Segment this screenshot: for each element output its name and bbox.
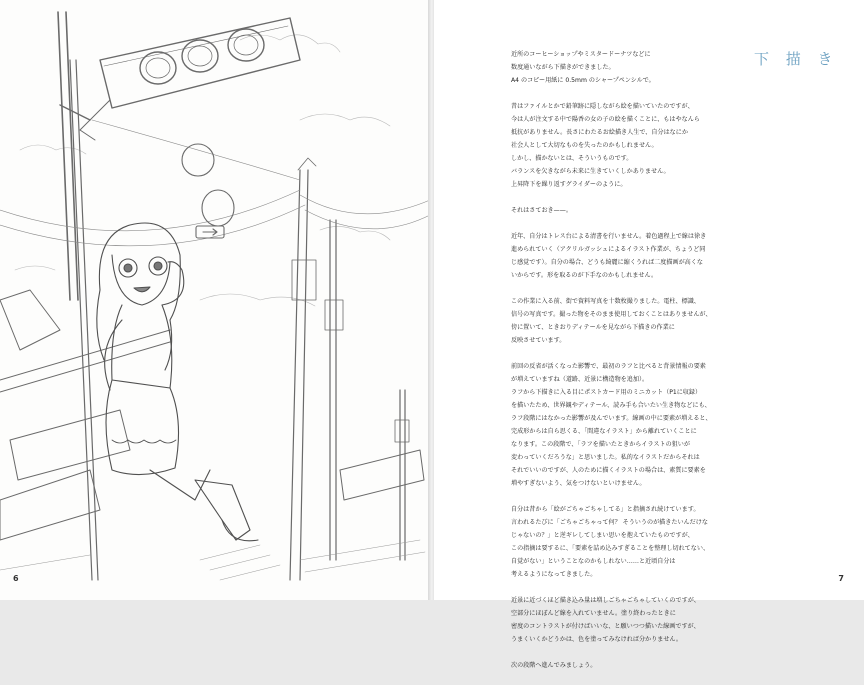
paragraph: 昔はファイルとかで鉛筆跡に隠しながら絵を描いていたのですが、 今は人が注文する中で陽香の女の子の絵を描くことに、もはやなんら 抵抗がありません。長さにわたるお絵描き人生で、自分はなにか 社会人として大切なものを失ったのかもしれません。 しかし、描かないとは、そういうものです。 バランスを欠きながら未来に生きていくしかありません。 上昇降下を繰り返すグライダーのように。 [511,103,700,188]
ground-hatching [0,540,425,580]
traffic-signal [60,18,300,140]
right-page [434,0,864,669]
paragraph: この作業に入る前、街で資料写真を十数枚撮りました。電柱、標識、 信号の写真です。撮った物をそのまま使用しておくことはありませんが、 傍に置いて、ときおりディテールを見ながら下描きの作業に 反映させています。 [511,298,712,344]
body-text [511,48,733,685]
paragraph: 近所のコーヒーショップやミスタードーナツなどに 数度通いながら下描きができました。 A4 のコピー用紙に 0.5mm のシャープペンシルで。 [511,51,655,84]
section-heading: 下 描 き [754,50,839,68]
paragraph: 自分は昔から「絵がごちゃごちゃしてる」と指摘され続けています。 言われるたびに「ごちゃごちゃって何？ そういうのが描きたいんだけな じゃないの？」と逆ギレしてしまい思いを抱えていたものですが、 この指摘は要するに、「要素を詰め込みすぎることを整理し切れてない、 自覚がない」ということなのかもしれない……と近頃自分は 考えるようになってきました。 [511,506,710,578]
girl-figure [97,223,258,541]
paragraph: 近景に近づくほど描き込み量は増しごちゃごちゃしていくのですが、 空部分にほぼんど線を入れていません。塗り終わったときに 密度のコントラストが付けばいいな、と願いつつ描いた線画ですが、 うまくいくかどうかは、色を塗ってみなければ分かりません。 [511,597,700,643]
pencil-sketch-illustration [0,0,430,600]
paragraph: 次の段階へ進んでみましょう。 [511,662,597,669]
paragraph: 近年、自分はトレス台による清書を行いません。着色過程上で線は徐き 進められていく（アクリルガッシュによるイラスト作業が、ちょうど同 じ感覚です）。自分の場合、どうも綺麗に縮くうれば二度描画が高くな いからです。形を取るのが下手なのかもしれません。 [511,233,707,279]
left-page [0,0,430,600]
page-number-left: 6 [13,574,19,583]
paragraph: それはさておき——。 [511,207,572,214]
road-signs [0,290,424,540]
utility-poles [58,12,405,580]
paragraph: 前回の反省が活くなった影響で、最初のラフと比べると背景情報の要素 が増えていますね（道路、近景に構造物を追加）。 ラフから下描きに入る目にポストカード用のミニカット（P1に収録） を描いたため、世界観やディテール、読み手も合いたい生き物などにも、 ラフ段階にはなかった影響が及んでいます。線画の中に要素が増えると、 完成形からは自ら思くる、「間違なイラスト」から離れていくことに なります。この段階で、「ラフを描いたときからイラストの狙いが 変わっていくだろうな」と思いました。私的なイラストだからそれは それでいいのですが、人のために描くイラストの場合は、素質に要素を 増やすぎないよう、気をつけないといけません。 [511,363,712,487]
pole-hardware [292,158,409,442]
page-number-right: 7 [838,574,844,583]
